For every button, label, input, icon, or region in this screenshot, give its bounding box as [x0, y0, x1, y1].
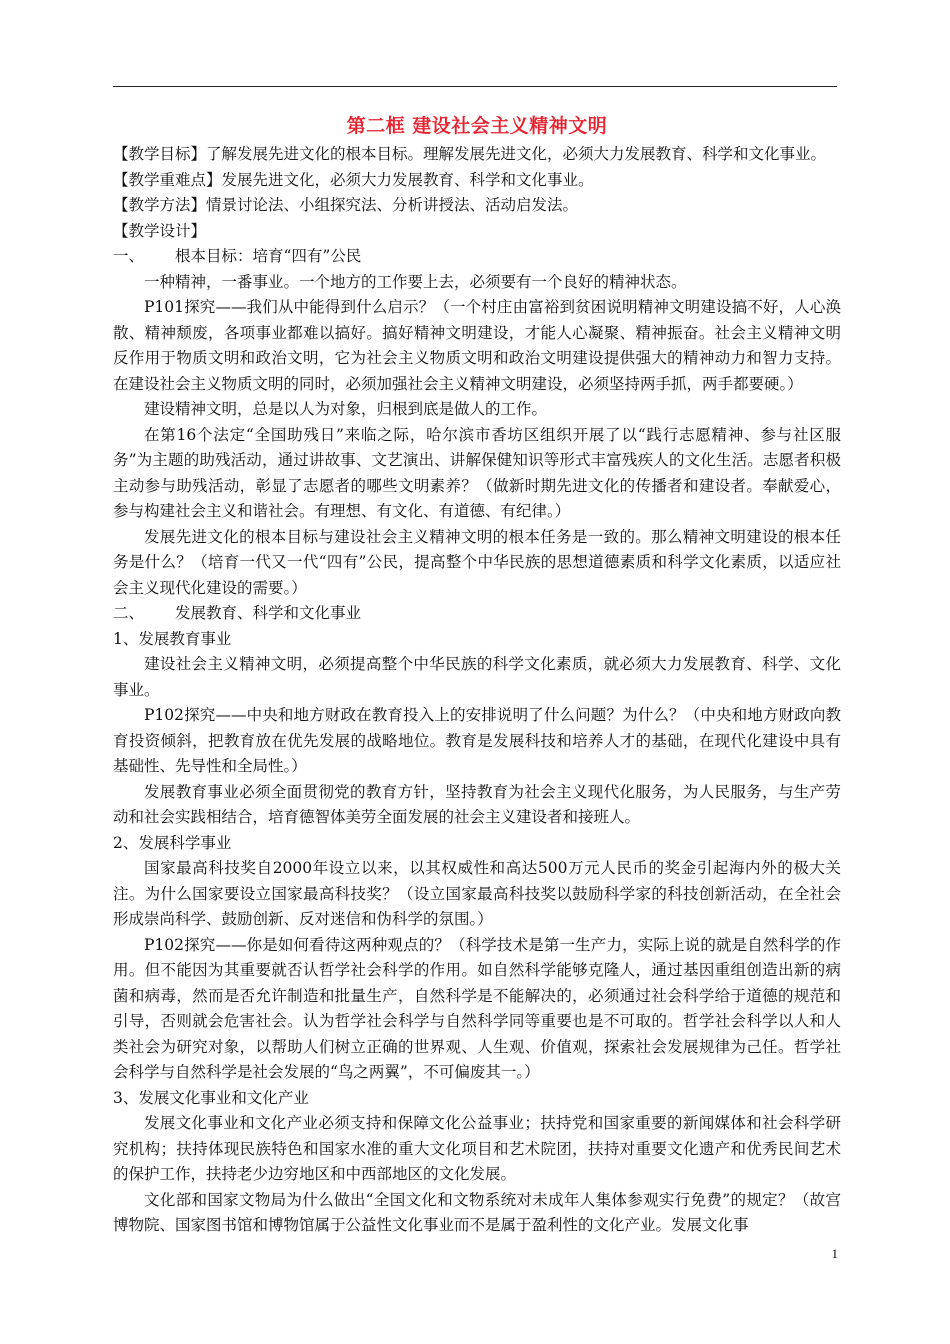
- paragraph: P102探究——你是如何看待这两种观点的？（科学技术是第一生产力，实际上说的就是自然科学的作用。但不能因为其重要就否认哲学社会科学的作用。如自然科学能够克隆人，通过基因重组创造出新的病菌和病毒，然而是否允许制造和批量生产，自然科学是不能解决的，必须通过社会科学给于道德的规范和引导，否则就会危害社会。认为哲学社会科学与自然科学同等重要也是不可取的。哲学社会科学以人和人类社会为研究对象，以帮助人们树立正确的世界观、人生观、价值观，探索社会发展规律为己任。哲学社会科学与自然科学是社会发展的“鸟之两翼”，不可偏废其一。）: [113, 935, 841, 1081]
- section-1-number: 一、: [113, 247, 145, 265]
- paragraph: P101探究——我们从中能得到什么启示？（一个村庄由富裕到贫困说明精神文明建设搞不好，人心涣散、精神颓废，各项事业都难以搞好。搞好精神文明建设，才能人心凝聚、精神振奋。社会主义精神文明反作用于物质文明和政治文明，它为社会主义物质文明和政治文明建设提供强大的精神动力和智力支持。在建设社会主义物质文明的同时，必须加强社会主义精神文明建设，必须坚持两手抓，两手都要硬。）: [113, 298, 841, 393]
- paragraph: 发展教育事业必须全面贯彻党的教育方针，坚持教育为社会主义现代化服务，为人民服务，与生产劳动和社会实践相结合，培育德智体美劳全面发展的社会主义建设者和接班人。: [113, 782, 841, 826]
- paragraph: 发展先进文化的根本目标与建设社会主义精神文明的根本任务是一致的。那么精神文明建设的根本任务是什么？（培育一代又一代“四有”公民，提高整个中华民族的思想道德素质和科学文化素质，以适应社会主义现代化建设的需要。）: [113, 527, 841, 597]
- teaching-design: 【教学设计】: [113, 221, 207, 240]
- page-title: 第二框 建设社会主义精神文明: [346, 115, 608, 137]
- paragraph: 建设社会主义精神文明，必须提高整个中华民族的科学文化素质，就必须大力发展教育、科学、文化事业。: [113, 655, 841, 699]
- paragraph: 文化部和国家文物局为什么做出“全国文化和文物系统对未成年人集体参观实行免费”的规定？（故宫博物院、国家图书馆和博物馆属于公益性文化事业而不是属于盈利性的文化产业。发展文化事: [113, 1190, 841, 1234]
- subsection-heading: 3、发展文化事业和文化产业: [113, 1088, 309, 1107]
- paragraph: 国家最高科技奖自2000年设立以来，以其权威性和高达500万元人民币的奖金引起海内外的极大关注。为什么国家要设立国家最高科技奖？（设立国家最高科技奖以鼓励科学家的科技创新活动，在全社会形成崇尚科学、鼓励创新、反对迷信和伪科学的氛围。）: [113, 859, 841, 928]
- subsection-heading: 1、发展教育事业: [113, 629, 232, 648]
- key-points: 【教学重难点】发展先进文化，必须大力发展教育、科学和文化事业。: [113, 170, 594, 189]
- paragraph: 一种精神，一番事业。一个地方的工作要上去，必须要有一个良好的精神状态。: [144, 272, 687, 291]
- page-number-text: 1: [831, 1246, 838, 1261]
- section-2-number: 二、: [113, 604, 145, 622]
- section-2-heading: [113, 601, 841, 627]
- subsection-heading: 2、发展科学事业: [113, 833, 232, 852]
- section-1-heading: [113, 244, 841, 270]
- paragraph: 建设精神文明，总是以人为对象，归根到底是做人的工作。: [144, 400, 548, 418]
- header-rule: [113, 86, 837, 87]
- teaching-methods: 【教学方法】情景讨论法、小组探究法、分析讲授法、活动启发法。: [113, 196, 579, 214]
- section-1-title: 根本目标：培育“四有”公民: [175, 247, 362, 265]
- paragraph: P102探究——中央和地方财政在教育投入上的安排说明了什么问题？为什么？（中央和地方财政向教育投资倾斜，把教育放在优先发展的战略地位。教育是发展科技和培养人才的基础，在现代化建设中具有基础性、先导性和全局性。）: [113, 706, 841, 775]
- paragraph: 在第16个法定“全国助残日”来临之际，哈尔滨市香坊区组织开展了以“践行志愿精神、参与社区服务”为主题的助残活动，通过讲故事、文艺演出、讲解保健知识等形式丰富残疾人的文化生活。志愿者积极主动参与助残活动，彰显了志愿者的哪些文明素养？（做新时期先进文化的传播者和建设者。奉献爱心，参与构建社会主义和谐社会。有理想、有文化、有道德、有纪律。）: [113, 425, 841, 520]
- document-body: [113, 112, 841, 1239]
- page-number: [0, 1246, 950, 1262]
- paragraph: 发展文化事业和文化产业必须支持和保障文化公益事业；扶持党和国家重要的新闻媒体和社会科学研究机构；扶持体现民族特色和国家水准的重大文化项目和艺术院团，扶持对重要文化遗产和优秀民间艺术的保护工作，扶持老少边穷地区和中西部地区的文化发展。: [113, 1114, 841, 1183]
- section-2-title: 发展教育、科学和文化事业: [175, 604, 362, 622]
- teaching-objectives: 【教学目标】了解发展先进文化的根本目标。理解发展先进文化，必须大力发展教育、科学和文化事业。: [113, 145, 827, 163]
